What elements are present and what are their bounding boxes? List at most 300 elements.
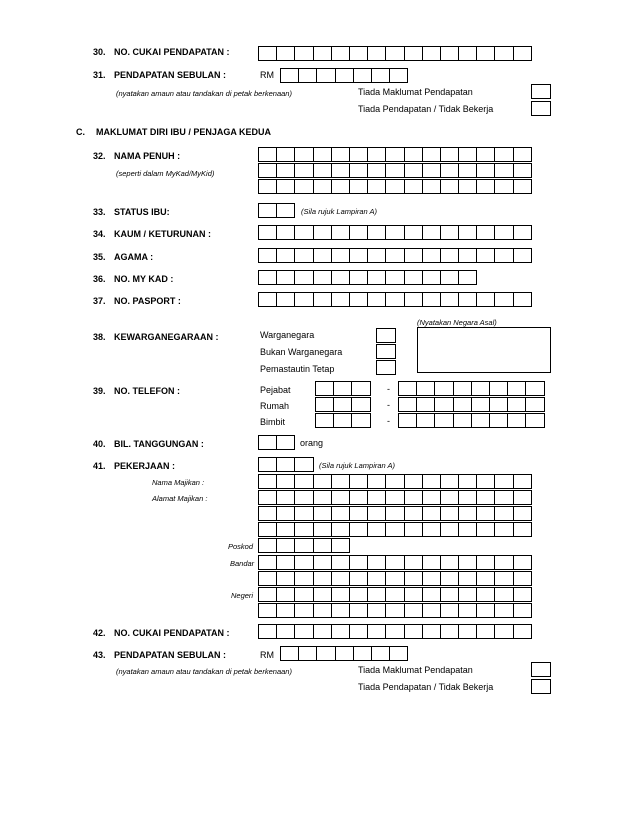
entry-cell[interactable] (440, 179, 459, 194)
entry-cell[interactable] (404, 163, 423, 178)
entry-cell[interactable] (367, 474, 386, 489)
entry-cell[interactable] (276, 474, 295, 489)
entry-cell[interactable] (404, 522, 423, 537)
entry-cell[interactable] (513, 506, 532, 521)
q41-employer-address-line2[interactable] (258, 506, 532, 521)
q39-mobile-number-cells[interactable] (398, 413, 545, 428)
entry-cell[interactable] (276, 46, 295, 61)
entry-cell[interactable] (258, 538, 277, 553)
entry-cell[interactable] (404, 506, 423, 521)
entry-cell[interactable] (349, 163, 368, 178)
entry-cell[interactable] (440, 571, 459, 586)
entry-cell[interactable] (349, 555, 368, 570)
entry-cell[interactable] (458, 147, 477, 162)
entry-cell[interactable] (258, 587, 277, 602)
entry-cell[interactable] (258, 203, 277, 218)
q36-mykad-cells[interactable] (258, 270, 477, 285)
q32-name-cells-line3[interactable] (258, 179, 532, 194)
entry-cell[interactable] (331, 248, 350, 263)
entry-cell[interactable] (476, 474, 495, 489)
entry-cell[interactable] (458, 163, 477, 178)
entry-cell[interactable] (458, 179, 477, 194)
entry-cell[interactable] (434, 381, 453, 396)
entry-cell[interactable] (385, 624, 404, 639)
entry-cell[interactable] (258, 147, 277, 162)
entry-cell[interactable] (404, 474, 423, 489)
q41-employer-name-cells[interactable] (258, 474, 532, 489)
entry-cell[interactable] (331, 179, 350, 194)
entry-cell[interactable] (422, 506, 441, 521)
entry-cell[interactable] (294, 555, 313, 570)
entry-cell[interactable] (276, 457, 295, 472)
entry-cell[interactable] (294, 490, 313, 505)
entry-cell[interactable] (276, 587, 295, 602)
entry-cell[interactable] (494, 292, 513, 307)
entry-cell[interactable] (258, 270, 277, 285)
entry-cell[interactable] (367, 46, 386, 61)
entry-cell[interactable] (367, 225, 386, 240)
entry-cell[interactable] (422, 587, 441, 602)
entry-cell[interactable] (371, 646, 390, 661)
entry-cell[interactable] (385, 571, 404, 586)
entry-cell[interactable] (294, 292, 313, 307)
entry-cell[interactable] (404, 555, 423, 570)
entry-cell[interactable] (513, 292, 532, 307)
entry-cell[interactable] (422, 248, 441, 263)
entry-cell[interactable] (258, 46, 277, 61)
entry-cell[interactable] (280, 646, 299, 661)
entry-cell[interactable] (258, 555, 277, 570)
entry-cell[interactable] (385, 555, 404, 570)
entry-cell[interactable] (367, 522, 386, 537)
entry-cell[interactable] (331, 474, 350, 489)
entry-cell[interactable] (276, 147, 295, 162)
entry-cell[interactable] (422, 571, 441, 586)
q37-passport-cells[interactable] (258, 292, 532, 307)
entry-cell[interactable] (458, 225, 477, 240)
entry-cell[interactable] (333, 381, 352, 396)
q41-employer-address-line1[interactable] (258, 490, 532, 505)
entry-cell[interactable] (276, 555, 295, 570)
entry-cell[interactable] (434, 397, 453, 412)
entry-cell[interactable] (367, 179, 386, 194)
entry-cell[interactable] (513, 248, 532, 263)
q43-no-income-checkbox[interactable] (531, 679, 551, 694)
entry-cell[interactable] (276, 248, 295, 263)
entry-cell[interactable] (416, 397, 435, 412)
entry-cell[interactable] (513, 163, 532, 178)
entry-cell[interactable] (471, 381, 490, 396)
entry-cell[interactable] (294, 603, 313, 618)
entry-cell[interactable] (276, 179, 295, 194)
entry-cell[interactable] (476, 248, 495, 263)
q41-state-cells-line1[interactable] (258, 587, 532, 602)
entry-cell[interactable] (404, 292, 423, 307)
entry-cell[interactable] (385, 587, 404, 602)
entry-cell[interactable] (458, 587, 477, 602)
entry-cell[interactable] (471, 397, 490, 412)
entry-cell[interactable] (331, 555, 350, 570)
q33-status-cells[interactable] (258, 203, 295, 218)
entry-cell[interactable] (434, 413, 453, 428)
entry-cell[interactable] (276, 506, 295, 521)
entry-cell[interactable] (331, 163, 350, 178)
entry-cell[interactable] (513, 587, 532, 602)
entry-cell[interactable] (440, 587, 459, 602)
entry-cell[interactable] (313, 490, 332, 505)
entry-cell[interactable] (398, 397, 417, 412)
entry-cell[interactable] (440, 490, 459, 505)
q41-postcode-cells[interactable] (258, 538, 350, 553)
entry-cell[interactable] (331, 603, 350, 618)
entry-cell[interactable] (440, 474, 459, 489)
entry-cell[interactable] (476, 147, 495, 162)
entry-cell[interactable] (276, 203, 295, 218)
entry-cell[interactable] (371, 68, 390, 83)
entry-cell[interactable] (513, 555, 532, 570)
entry-cell[interactable] (349, 522, 368, 537)
entry-cell[interactable] (389, 68, 408, 83)
entry-cell[interactable] (333, 413, 352, 428)
entry-cell[interactable] (313, 147, 332, 162)
entry-cell[interactable] (494, 522, 513, 537)
entry-cell[interactable] (331, 225, 350, 240)
entry-cell[interactable] (440, 46, 459, 61)
q34-race-cells[interactable] (258, 225, 532, 240)
entry-cell[interactable] (404, 587, 423, 602)
entry-cell[interactable] (476, 490, 495, 505)
entry-cell[interactable] (494, 555, 513, 570)
entry-cell[interactable] (313, 474, 332, 489)
q39-office-number-cells[interactable] (398, 381, 545, 396)
entry-cell[interactable] (422, 179, 441, 194)
entry-cell[interactable] (489, 381, 508, 396)
entry-cell[interactable] (367, 147, 386, 162)
entry-cell[interactable] (471, 413, 490, 428)
entry-cell[interactable] (513, 46, 532, 61)
entry-cell[interactable] (294, 538, 313, 553)
entry-cell[interactable] (276, 490, 295, 505)
entry-cell[interactable] (331, 538, 350, 553)
entry-cell[interactable] (280, 68, 299, 83)
entry-cell[interactable] (422, 270, 441, 285)
entry-cell[interactable] (258, 225, 277, 240)
q41-employer-address-line3[interactable] (258, 522, 532, 537)
entry-cell[interactable] (316, 68, 335, 83)
entry-cell[interactable] (276, 292, 295, 307)
entry-cell[interactable] (494, 490, 513, 505)
q41-city-cells-line2[interactable] (258, 571, 532, 586)
entry-cell[interactable] (458, 571, 477, 586)
entry-cell[interactable] (294, 163, 313, 178)
entry-cell[interactable] (367, 587, 386, 602)
entry-cell[interactable] (298, 68, 317, 83)
entry-cell[interactable] (404, 571, 423, 586)
entry-cell[interactable] (422, 522, 441, 537)
entry-cell[interactable] (494, 163, 513, 178)
q39-home-prefix-cells[interactable] (315, 397, 371, 412)
entry-cell[interactable] (458, 270, 477, 285)
entry-cell[interactable] (476, 46, 495, 61)
q31-income-cells[interactable] (280, 68, 408, 83)
entry-cell[interactable] (294, 522, 313, 537)
entry-cell[interactable] (349, 225, 368, 240)
entry-cell[interactable] (349, 248, 368, 263)
entry-cell[interactable] (416, 413, 435, 428)
entry-cell[interactable] (422, 46, 441, 61)
entry-cell[interactable] (476, 506, 495, 521)
entry-cell[interactable] (258, 506, 277, 521)
entry-cell[interactable] (440, 624, 459, 639)
entry-cell[interactable] (349, 292, 368, 307)
entry-cell[interactable] (422, 147, 441, 162)
entry-cell[interactable] (276, 538, 295, 553)
entry-cell[interactable] (351, 413, 370, 428)
q38-citizen-checkbox[interactable] (376, 328, 396, 343)
entry-cell[interactable] (458, 506, 477, 521)
entry-cell[interactable] (440, 555, 459, 570)
entry-cell[interactable] (489, 413, 508, 428)
entry-cell[interactable] (258, 179, 277, 194)
entry-cell[interactable] (513, 624, 532, 639)
entry-cell[interactable] (349, 270, 368, 285)
entry-cell[interactable] (367, 624, 386, 639)
entry-cell[interactable] (494, 179, 513, 194)
entry-cell[interactable] (258, 490, 277, 505)
entry-cell[interactable] (525, 413, 544, 428)
entry-cell[interactable] (294, 506, 313, 521)
entry-cell[interactable] (458, 248, 477, 263)
entry-cell[interactable] (385, 522, 404, 537)
entry-cell[interactable] (385, 163, 404, 178)
entry-cell[interactable] (258, 248, 277, 263)
entry-cell[interactable] (294, 571, 313, 586)
entry-cell[interactable] (331, 270, 350, 285)
entry-cell[interactable] (494, 225, 513, 240)
entry-cell[interactable] (313, 587, 332, 602)
entry-cell[interactable] (513, 147, 532, 162)
entry-cell[interactable] (404, 179, 423, 194)
entry-cell[interactable] (513, 571, 532, 586)
q42-income-tax-cells[interactable] (258, 624, 532, 639)
entry-cell[interactable] (258, 457, 277, 472)
entry-cell[interactable] (349, 603, 368, 618)
entry-cell[interactable] (385, 506, 404, 521)
entry-cell[interactable] (453, 397, 472, 412)
entry-cell[interactable] (313, 179, 332, 194)
q41-city-cells-line1[interactable] (258, 555, 532, 570)
entry-cell[interactable] (294, 179, 313, 194)
entry-cell[interactable] (313, 163, 332, 178)
entry-cell[interactable] (494, 571, 513, 586)
entry-cell[interactable] (476, 587, 495, 602)
entry-cell[interactable] (440, 147, 459, 162)
entry-cell[interactable] (458, 624, 477, 639)
entry-cell[interactable] (476, 225, 495, 240)
entry-cell[interactable] (258, 624, 277, 639)
entry-cell[interactable] (422, 603, 441, 618)
entry-cell[interactable] (353, 646, 372, 661)
entry-cell[interactable] (315, 413, 334, 428)
entry-cell[interactable] (404, 46, 423, 61)
entry-cell[interactable] (404, 603, 423, 618)
entry-cell[interactable] (476, 163, 495, 178)
entry-cell[interactable] (385, 46, 404, 61)
q43-no-info-checkbox[interactable] (531, 662, 551, 677)
entry-cell[interactable] (385, 474, 404, 489)
entry-cell[interactable] (335, 646, 354, 661)
entry-cell[interactable] (367, 555, 386, 570)
q38-permanent-resident-checkbox[interactable] (376, 360, 396, 375)
entry-cell[interactable] (458, 292, 477, 307)
q39-mobile-prefix-cells[interactable] (315, 413, 371, 428)
entry-cell[interactable] (440, 225, 459, 240)
entry-cell[interactable] (513, 225, 532, 240)
entry-cell[interactable] (525, 381, 544, 396)
entry-cell[interactable] (494, 248, 513, 263)
entry-cell[interactable] (258, 603, 277, 618)
entry-cell[interactable] (335, 68, 354, 83)
entry-cell[interactable] (422, 555, 441, 570)
entry-cell[interactable] (276, 270, 295, 285)
entry-cell[interactable] (404, 147, 423, 162)
entry-cell[interactable] (489, 397, 508, 412)
entry-cell[interactable] (513, 522, 532, 537)
entry-cell[interactable] (276, 435, 295, 450)
entry-cell[interactable] (313, 522, 332, 537)
entry-cell[interactable] (294, 457, 313, 472)
entry-cell[interactable] (398, 413, 417, 428)
entry-cell[interactable] (353, 68, 372, 83)
entry-cell[interactable] (513, 603, 532, 618)
entry-cell[interactable] (513, 179, 532, 194)
entry-cell[interactable] (422, 292, 441, 307)
entry-cell[interactable] (422, 225, 441, 240)
q39-home-number-cells[interactable] (398, 397, 545, 412)
entry-cell[interactable] (313, 225, 332, 240)
entry-cell[interactable] (385, 248, 404, 263)
entry-cell[interactable] (349, 506, 368, 521)
entry-cell[interactable] (494, 474, 513, 489)
entry-cell[interactable] (331, 46, 350, 61)
entry-cell[interactable] (458, 490, 477, 505)
entry-cell[interactable] (404, 624, 423, 639)
q32-name-cells-line2[interactable] (258, 163, 532, 178)
q38-country-of-origin-box[interactable] (417, 327, 551, 373)
entry-cell[interactable] (453, 413, 472, 428)
entry-cell[interactable] (315, 397, 334, 412)
entry-cell[interactable] (313, 571, 332, 586)
entry-cell[interactable] (315, 381, 334, 396)
entry-cell[interactable] (349, 179, 368, 194)
entry-cell[interactable] (476, 179, 495, 194)
entry-cell[interactable] (349, 490, 368, 505)
entry-cell[interactable] (458, 46, 477, 61)
entry-cell[interactable] (349, 46, 368, 61)
entry-cell[interactable] (440, 522, 459, 537)
entry-cell[interactable] (458, 522, 477, 537)
q30-income-tax-cells[interactable] (258, 46, 532, 61)
q32-name-cells-line1[interactable] (258, 147, 532, 162)
q41-occupation-cells[interactable] (258, 457, 314, 472)
entry-cell[interactable] (313, 292, 332, 307)
entry-cell[interactable] (385, 179, 404, 194)
entry-cell[interactable] (313, 603, 332, 618)
entry-cell[interactable] (440, 506, 459, 521)
entry-cell[interactable] (349, 587, 368, 602)
entry-cell[interactable] (513, 490, 532, 505)
q38-non-citizen-checkbox[interactable] (376, 344, 396, 359)
entry-cell[interactable] (458, 603, 477, 618)
entry-cell[interactable] (367, 490, 386, 505)
entry-cell[interactable] (458, 474, 477, 489)
entry-cell[interactable] (440, 163, 459, 178)
entry-cell[interactable] (494, 46, 513, 61)
entry-cell[interactable] (367, 603, 386, 618)
entry-cell[interactable] (367, 571, 386, 586)
entry-cell[interactable] (298, 646, 317, 661)
entry-cell[interactable] (258, 522, 277, 537)
entry-cell[interactable] (294, 46, 313, 61)
entry-cell[interactable] (385, 147, 404, 162)
entry-cell[interactable] (440, 248, 459, 263)
entry-cell[interactable] (440, 292, 459, 307)
entry-cell[interactable] (331, 147, 350, 162)
entry-cell[interactable] (422, 490, 441, 505)
entry-cell[interactable] (294, 624, 313, 639)
entry-cell[interactable] (313, 270, 332, 285)
entry-cell[interactable] (507, 381, 526, 396)
entry-cell[interactable] (494, 506, 513, 521)
entry-cell[interactable] (349, 571, 368, 586)
entry-cell[interactable] (404, 225, 423, 240)
entry-cell[interactable] (385, 270, 404, 285)
entry-cell[interactable] (440, 270, 459, 285)
entry-cell[interactable] (367, 292, 386, 307)
entry-cell[interactable] (258, 435, 277, 450)
entry-cell[interactable] (404, 270, 423, 285)
entry-cell[interactable] (313, 506, 332, 521)
entry-cell[interactable] (331, 587, 350, 602)
entry-cell[interactable] (331, 571, 350, 586)
entry-cell[interactable] (453, 381, 472, 396)
entry-cell[interactable] (316, 646, 335, 661)
entry-cell[interactable] (331, 624, 350, 639)
entry-cell[interactable] (294, 474, 313, 489)
entry-cell[interactable] (476, 555, 495, 570)
entry-cell[interactable] (313, 46, 332, 61)
entry-cell[interactable] (351, 381, 370, 396)
entry-cell[interactable] (476, 571, 495, 586)
entry-cell[interactable] (331, 292, 350, 307)
entry-cell[interactable] (258, 474, 277, 489)
entry-cell[interactable] (313, 248, 332, 263)
q40-dependents-cells[interactable] (258, 435, 295, 450)
entry-cell[interactable] (276, 522, 295, 537)
entry-cell[interactable] (276, 571, 295, 586)
entry-cell[interactable] (276, 624, 295, 639)
entry-cell[interactable] (507, 397, 526, 412)
q31-no-info-checkbox[interactable] (531, 84, 551, 99)
entry-cell[interactable] (494, 587, 513, 602)
entry-cell[interactable] (258, 292, 277, 307)
entry-cell[interactable] (349, 474, 368, 489)
entry-cell[interactable] (294, 147, 313, 162)
entry-cell[interactable] (494, 147, 513, 162)
entry-cell[interactable] (367, 163, 386, 178)
q35-religion-cells[interactable] (258, 248, 532, 263)
entry-cell[interactable] (525, 397, 544, 412)
